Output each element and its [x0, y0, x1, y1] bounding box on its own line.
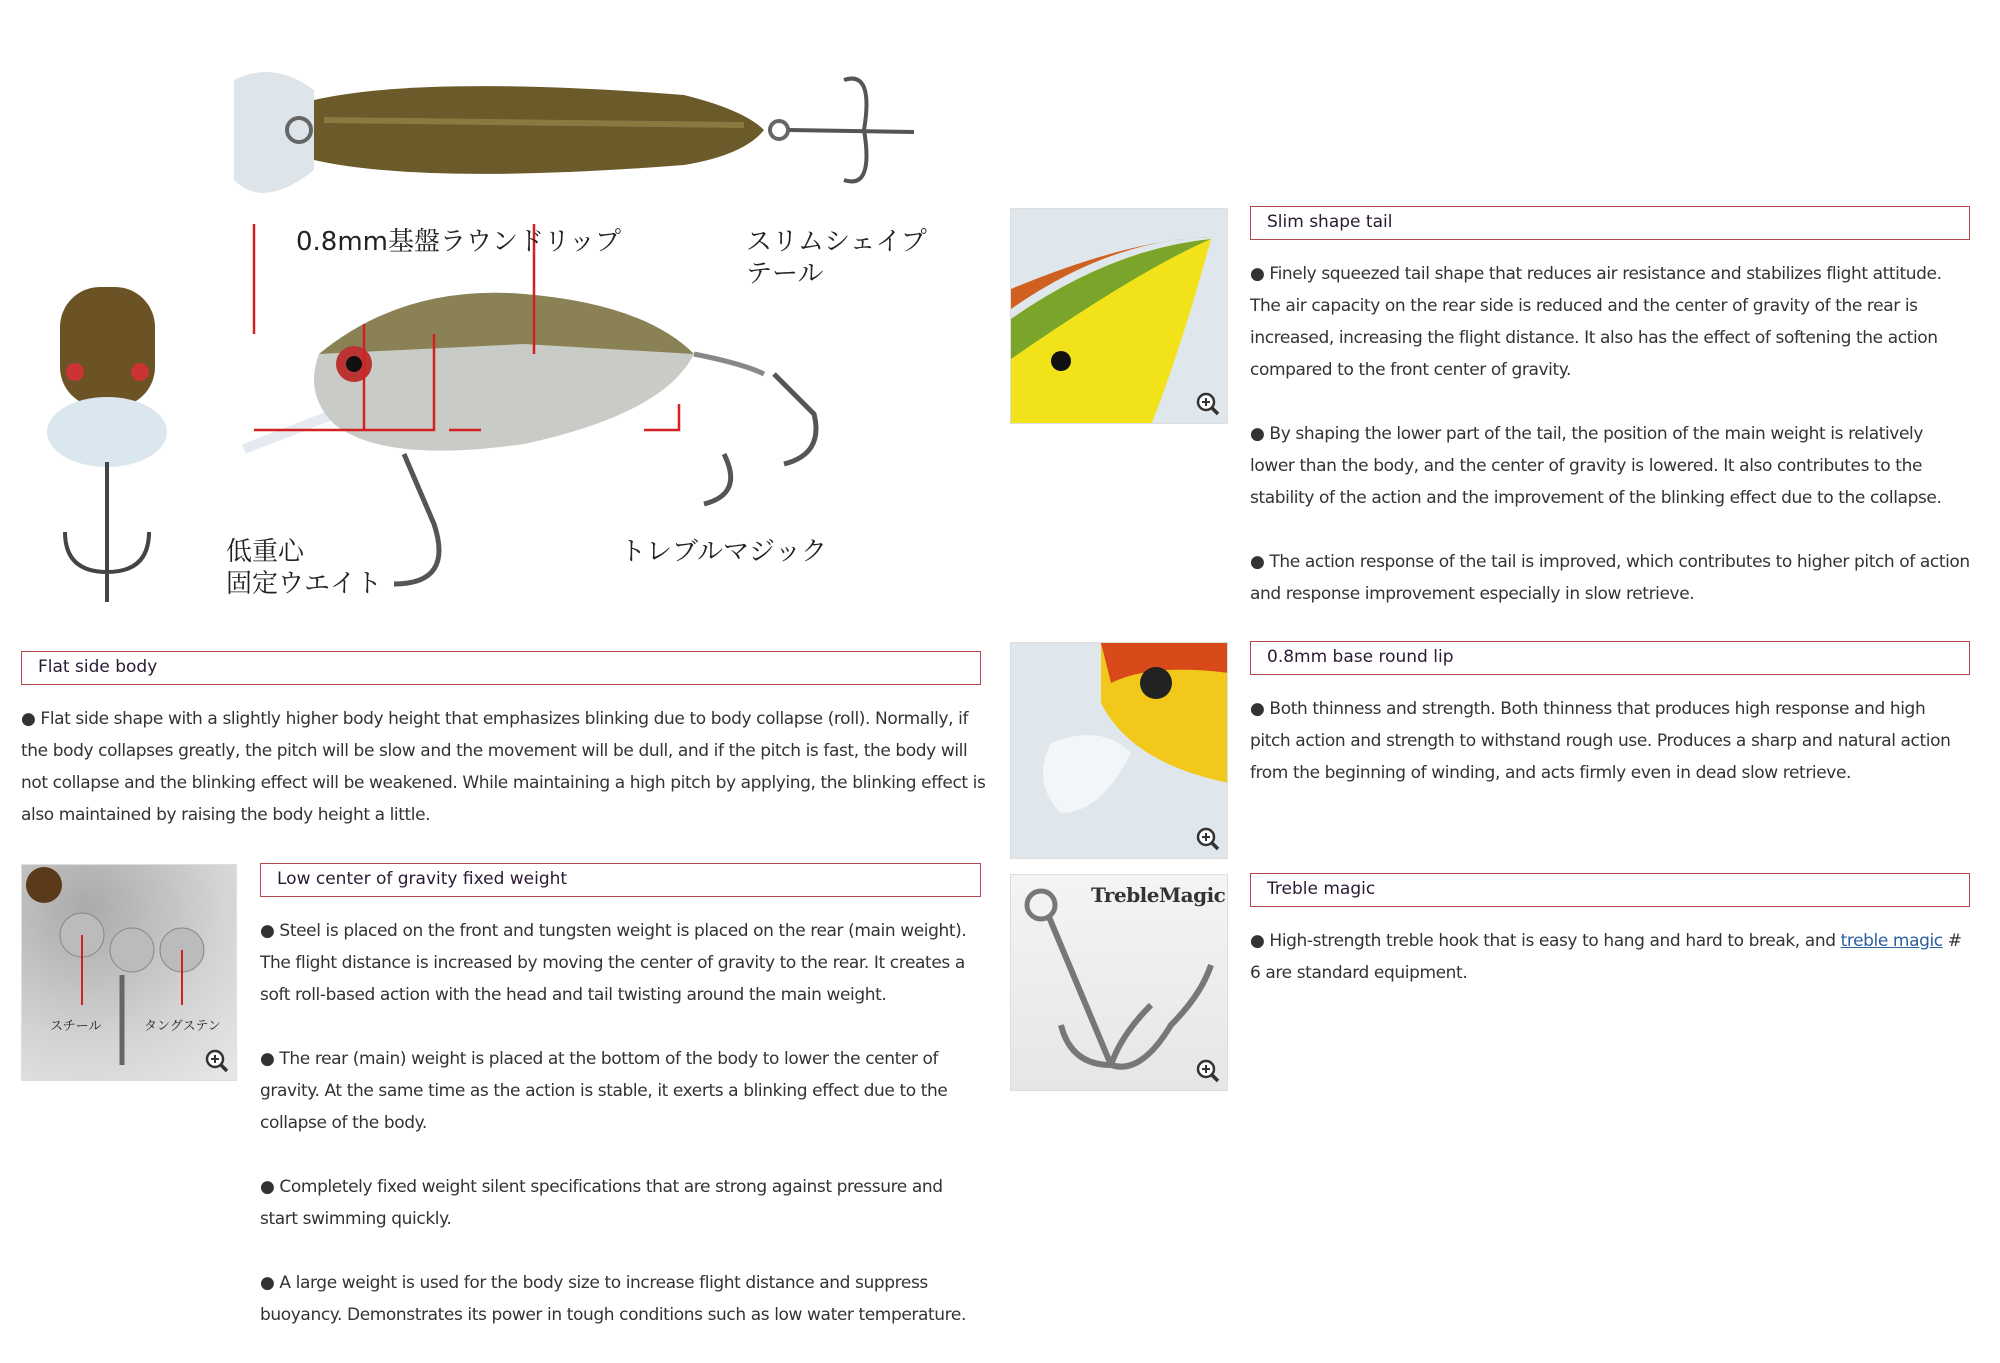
- section-header-low-center-gravity: Low center of gravity fixed weight: [260, 863, 981, 897]
- paragraph: ● A large weight is used for the body size to increase flight distance and suppress buoyancy. Demonstrates its power in tough conditions such as low water temperature.: [260, 1273, 966, 1325]
- slim-shape-tail-text: [1250, 258, 1970, 642]
- treble-magic-logo: TrebleMagic: [1091, 883, 1226, 907]
- paragraph: ● Finely squeezed tail shape that reduces air resistance and stabilizes flight attitude. The air capacity on the rear side is reduced and the center of gravity of the rear is increased, increasing the flight distance. It also has the effect of softening the action compared to the front center of gravity.: [1250, 264, 1942, 380]
- section-header-slim-shape-tail: Slim shape tail: [1250, 206, 1970, 240]
- callout-tail-line1: スリムシェイプ: [746, 227, 927, 257]
- treble-magic-text: [1250, 925, 1970, 1021]
- callout-lip: 0.8mm基盤ラウンドリップ: [296, 227, 621, 257]
- text: ● High-strength treble hook that is easy to hang and hard to break, and: [1250, 931, 1841, 951]
- paragraph: ● Completely fixed weight silent specifications that are strong against pressure and start swimming quickly.: [260, 1177, 943, 1229]
- text: # 6 are standard equipment.: [1250, 931, 1962, 983]
- callout-weight-line2: 固定ウエイト: [226, 569, 383, 599]
- zoom-in-icon[interactable]: [1195, 826, 1221, 852]
- zoom-in-icon[interactable]: [1195, 1058, 1221, 1084]
- callout-tail-line2: テール: [746, 259, 824, 289]
- zoom-in-icon[interactable]: [204, 1048, 230, 1074]
- lure-top-view-image: [224, 60, 924, 210]
- section-header-flat-side-body: Flat side body: [21, 651, 981, 685]
- tungsten-label: タングステン: [144, 1019, 221, 1034]
- flat-side-body-text: [21, 703, 986, 863]
- callout-hook: トレブルマジック: [620, 537, 827, 567]
- callout-tail: [746, 226, 927, 290]
- round-lip-text: [1250, 693, 1970, 821]
- weight-detail-thumbnail[interactable]: [21, 864, 237, 1081]
- zoom-in-icon[interactable]: [1195, 391, 1221, 417]
- paragraph: ● Flat side shape with a slightly higher body height that emphasizes blinking due to body collapse (roll). Normally, if the body collapses greatly, the pitch will be slow and the movement will be dull, and if the pitch is fast, the body will not collapse and the blinking effect will be weakened. While maintaining a high pitch by applying, the blinking effect is also maintained by raising the body height a little.: [21, 709, 986, 825]
- paragraph: [1250, 925, 1970, 989]
- treble-hook-thumbnail[interactable]: [1010, 874, 1228, 1091]
- treble-magic-link[interactable]: treble magic: [1840, 931, 1943, 951]
- paragraph: ● By shaping the lower part of the tail, the position of the main weight is relatively lower than the body, and the center of gravity is lowered. It also contributes to the stability of the action and the improvement of the blinking effect due to the collapse.: [1250, 424, 1942, 508]
- paragraph: ● Both thinness and strength. Both thinness that produces high response and high pitch action and strength to withstand rough use. Produces a sharp and natural action from the beginning of winding, and acts firmly even in dead slow retrieve.: [1250, 699, 1951, 783]
- tail-detail-thumbnail[interactable]: [1010, 208, 1228, 424]
- paragraph: ● Steel is placed on the front and tungsten weight is placed on the rear (main weight). The flight distance is increased by moving the center of gravity to the rear. It creates a soft roll-based action with the head and tail twisting around the main weight.: [260, 921, 967, 1005]
- lure-front-view-image: [45, 282, 175, 622]
- paragraph: ● The action response of the tail is improved, which contributes to higher pitch of action and response improvement especially in slow retrieve.: [1250, 552, 1970, 604]
- lip-detail-thumbnail[interactable]: [1010, 642, 1228, 859]
- callout-weight: [226, 536, 382, 600]
- section-header-treble-magic: Treble magic: [1250, 873, 1970, 907]
- steel-label: スチール: [50, 1019, 102, 1034]
- callout-weight-line1: 低重心: [226, 537, 305, 567]
- section-header-round-lip: 0.8mm base round lip: [1250, 641, 1970, 675]
- low-center-gravity-text: [260, 915, 985, 1363]
- paragraph: ● The rear (main) weight is placed at the bottom of the body to lower the center of gravity. At the same time as the action is stable, it exerts a blinking effect due to the collapse of the body.: [260, 1049, 948, 1133]
